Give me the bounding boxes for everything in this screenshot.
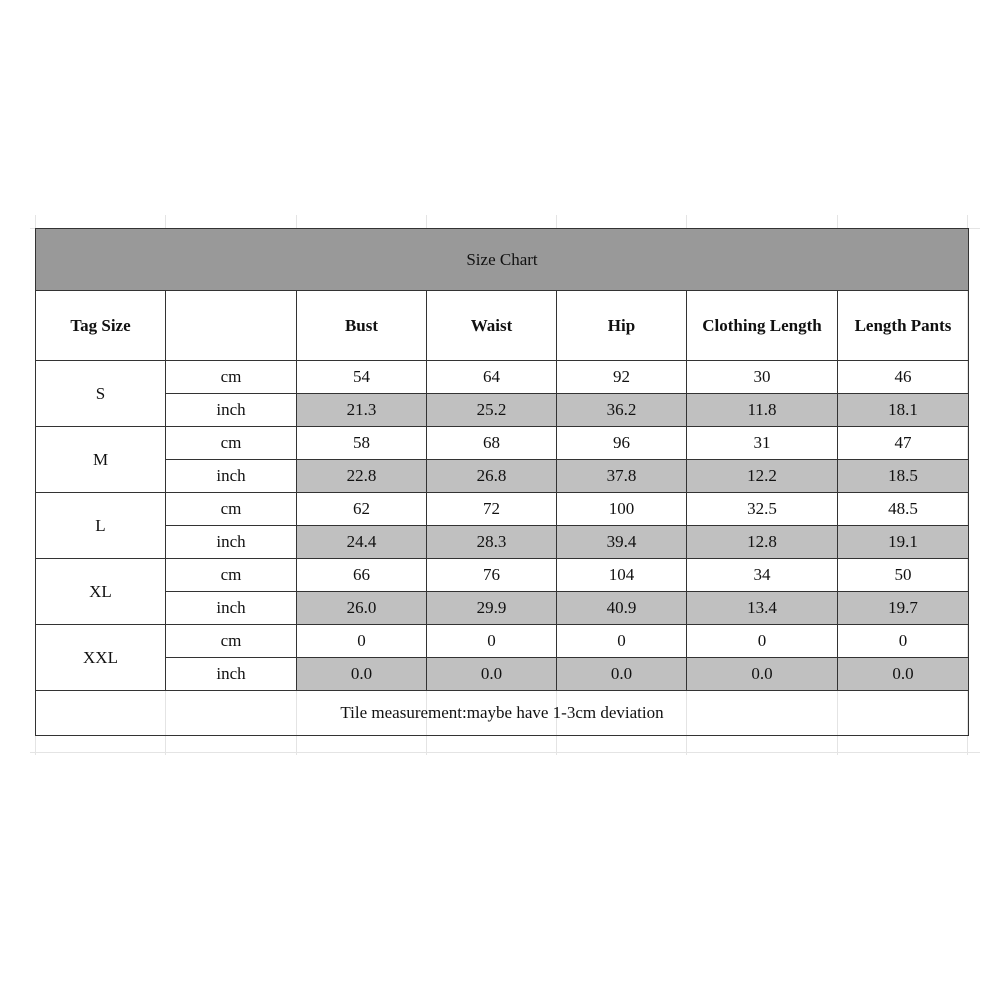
unit-label: cm: [166, 625, 297, 658]
clothing-length-value: 0: [687, 625, 838, 658]
header-row: [36, 291, 969, 361]
table-row: [36, 427, 969, 460]
table-row: [36, 559, 969, 592]
bust-value: 62: [297, 493, 427, 526]
table-row: [36, 625, 969, 658]
table-row: [36, 493, 969, 526]
table-row: [36, 361, 969, 394]
clothing-length-value: 12.8: [687, 526, 838, 559]
clothing-length-value: 30: [687, 361, 838, 394]
length-pants-value: 50: [838, 559, 969, 592]
unit-label: cm: [166, 427, 297, 460]
unit-label: cm: [166, 559, 297, 592]
hip-value: 96: [557, 427, 687, 460]
clothing-length-value: 34: [687, 559, 838, 592]
table-row: [36, 394, 969, 427]
unit-label: inch: [166, 658, 297, 691]
header-hip: Hip: [557, 291, 687, 361]
size-label: L: [36, 493, 166, 559]
size-label: S: [36, 361, 166, 427]
length-pants-value: 0: [838, 625, 969, 658]
size-chart-table: [35, 228, 969, 736]
waist-value: 28.3: [427, 526, 557, 559]
unit-label: cm: [166, 493, 297, 526]
size-label: XL: [36, 559, 166, 625]
hip-value: 37.8: [557, 460, 687, 493]
waist-value: 25.2: [427, 394, 557, 427]
length-pants-value: 46: [838, 361, 969, 394]
length-pants-value: 19.1: [838, 526, 969, 559]
waist-value: 76: [427, 559, 557, 592]
waist-value: 0: [427, 625, 557, 658]
unit-label: inch: [166, 460, 297, 493]
table-row: [36, 460, 969, 493]
waist-value: 26.8: [427, 460, 557, 493]
size-label: M: [36, 427, 166, 493]
hip-value: 104: [557, 559, 687, 592]
clothing-length-value: 12.2: [687, 460, 838, 493]
length-pants-value: 47: [838, 427, 969, 460]
clothing-length-value: 32.5: [687, 493, 838, 526]
unit-label: inch: [166, 394, 297, 427]
unit-label: inch: [166, 592, 297, 625]
hip-value: 39.4: [557, 526, 687, 559]
length-pants-value: 48.5: [838, 493, 969, 526]
bust-value: 58: [297, 427, 427, 460]
table-row: [36, 658, 969, 691]
length-pants-value: 18.1: [838, 394, 969, 427]
length-pants-value: 18.5: [838, 460, 969, 493]
clothing-length-value: 13.4: [687, 592, 838, 625]
clothing-length-value: 0.0: [687, 658, 838, 691]
hip-value: 0.0: [557, 658, 687, 691]
hip-value: 100: [557, 493, 687, 526]
waist-value: 68: [427, 427, 557, 460]
hip-value: 36.2: [557, 394, 687, 427]
size-label: XXL: [36, 625, 166, 691]
clothing-length-value: 31: [687, 427, 838, 460]
bust-value: 22.8: [297, 460, 427, 493]
length-pants-value: 0.0: [838, 658, 969, 691]
bust-value: 26.0: [297, 592, 427, 625]
length-pants-value: 19.7: [838, 592, 969, 625]
waist-value: 29.9: [427, 592, 557, 625]
bust-value: 21.3: [297, 394, 427, 427]
hip-value: 40.9: [557, 592, 687, 625]
waist-value: 64: [427, 361, 557, 394]
measurement-note: Tile measurement:maybe have 1-3cm deviation: [36, 691, 969, 736]
unit-label: cm: [166, 361, 297, 394]
header-length-pants: Length Pants: [838, 291, 969, 361]
clothing-length-value: 11.8: [687, 394, 838, 427]
hip-value: 0: [557, 625, 687, 658]
hip-value: 92: [557, 361, 687, 394]
bust-value: 24.4: [297, 526, 427, 559]
header-clothing-length: Clothing Length: [687, 291, 838, 361]
bust-value: 54: [297, 361, 427, 394]
table-row: [36, 526, 969, 559]
chart-title: Size Chart: [36, 229, 969, 291]
bust-value: 0.0: [297, 658, 427, 691]
waist-value: 0.0: [427, 658, 557, 691]
header-waist: Waist: [427, 291, 557, 361]
bust-value: 66: [297, 559, 427, 592]
header-tag-size: Tag Size: [36, 291, 166, 361]
header-bust: Bust: [297, 291, 427, 361]
unit-label: inch: [166, 526, 297, 559]
bust-value: 0: [297, 625, 427, 658]
gridline: [30, 752, 980, 753]
table-row: [36, 592, 969, 625]
header-unit: [166, 291, 297, 361]
waist-value: 72: [427, 493, 557, 526]
